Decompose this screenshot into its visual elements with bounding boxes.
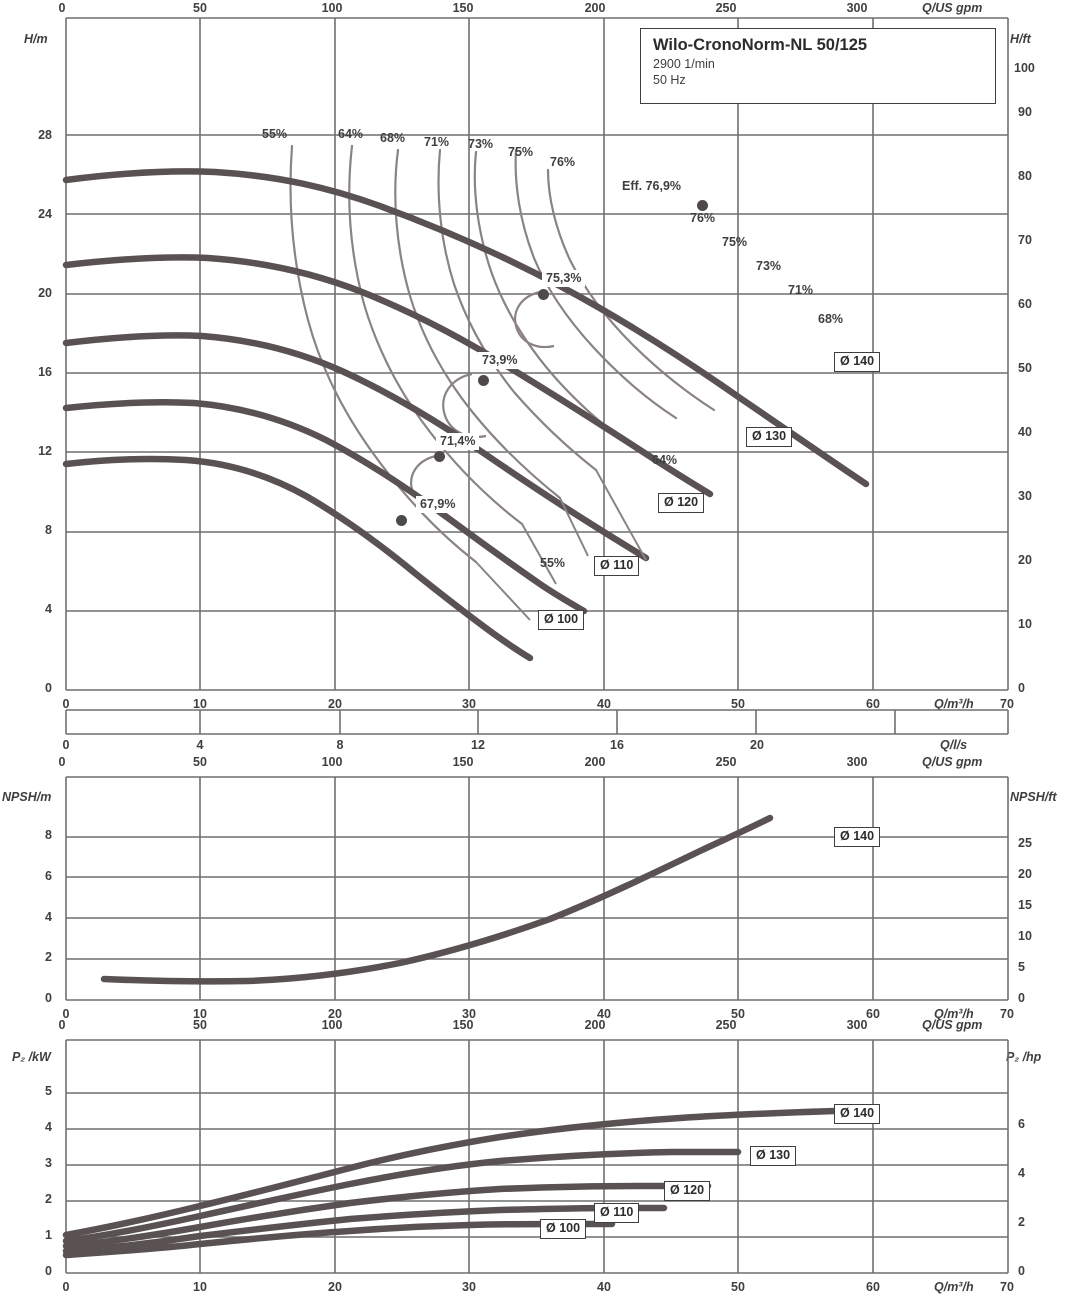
power-tick-m3h-60: 60 [866, 1280, 880, 1294]
tick-gpm-0: 0 [58, 1, 66, 15]
tick-gpm-150: 150 [452, 1, 474, 15]
tick-head-ft-40: 40 [1018, 425, 1032, 439]
axis-label-flow-m3h-top-panel: Q/m³/h [934, 697, 974, 711]
power-tick-m3h-50: 50 [731, 1280, 745, 1294]
pump-model-title: Wilo-CronoNorm-NL 50/125 [653, 36, 868, 54]
npsh-tick-gpm-300: 300 [846, 755, 868, 769]
eff-label-64-right: 64% [652, 453, 678, 467]
tick-head-ft-20: 20 [1018, 553, 1032, 567]
tick-head-m-28: 28 [38, 128, 52, 142]
npsh-tick-m3h-0: 0 [62, 1007, 70, 1021]
npsh-tick-gpm-250: 250 [715, 755, 737, 769]
power-impeller-label-120: Ø 120 [664, 1181, 710, 1201]
axis-label-npsh-left: NPSH/m [2, 790, 52, 804]
tick-head-m-20: 20 [38, 286, 52, 300]
tick-head-m-8: 8 [45, 523, 52, 537]
npsh-tick-m3h-40: 40 [597, 1007, 611, 1021]
tick-head-ft-70: 70 [1018, 233, 1032, 247]
npsh-tick-m-8: 8 [45, 828, 52, 842]
power-tick-kw-2: 2 [45, 1192, 52, 1206]
tick-head-ft-50: 50 [1018, 361, 1032, 375]
npsh-tick-ft-15: 15 [1018, 898, 1032, 912]
npsh-tick-gpm-0: 0 [58, 755, 66, 769]
eff-label-76-right: 76% [690, 211, 716, 225]
npsh-tick-ft-10: 10 [1018, 929, 1032, 943]
tick-m3h-70: 70 [1000, 697, 1014, 711]
eff-label-75-left: 75% [508, 145, 534, 159]
power-tick-gpm-150: 150 [452, 1018, 474, 1032]
tick-head-ft-0: 0 [1018, 681, 1025, 695]
tick-head-m-4: 4 [45, 602, 52, 616]
impeller-label-130: Ø 130 [746, 427, 792, 447]
tick-ls-12: 12 [471, 738, 485, 752]
tick-gpm-50: 50 [193, 1, 207, 15]
power-tick-hp-6: 6 [1018, 1117, 1025, 1131]
npsh-chart-panel [0, 755, 1065, 1025]
npsh-tick-ft-20: 20 [1018, 867, 1032, 881]
power-tick-m3h-0: 0 [62, 1280, 70, 1294]
axis-label-flow-top-npsh: Q/US gpm [922, 755, 983, 769]
tick-ls-8: 8 [336, 738, 344, 752]
axis-label-flow-top-power: Q/US gpm [922, 1018, 983, 1032]
tick-m3h-0: 0 [62, 697, 70, 711]
power-tick-m3h-10: 10 [193, 1280, 207, 1294]
npsh-impeller-label-140: Ø 140 [834, 827, 880, 847]
power-tick-m3h-40: 40 [597, 1280, 611, 1294]
power-tick-kw-5: 5 [45, 1084, 52, 1098]
tick-m3h-10: 10 [193, 697, 207, 711]
eff-label-73-right: 73% [756, 259, 782, 273]
eff-label-68-right: 68% [818, 312, 844, 326]
operating-point-dot-130 [538, 289, 549, 300]
eff-label-76-left: 76% [550, 155, 576, 169]
npsh-tick-m-0: 0 [45, 991, 52, 1005]
impeller-label-140: Ø 140 [834, 352, 880, 372]
npsh-tick-gpm-150: 150 [452, 755, 474, 769]
pump-frequency: 50 Hz [653, 73, 686, 87]
operating-point-label-120: 73,9% [478, 352, 521, 369]
power-tick-gpm-0: 0 [58, 1018, 66, 1032]
npsh-tick-m3h-50: 50 [731, 1007, 745, 1021]
power-chart-panel [0, 1018, 1065, 1294]
eff-label-68-left: 68% [380, 131, 406, 145]
power-tick-kw-3: 3 [45, 1156, 52, 1170]
eff-label-55-right: 55% [540, 556, 566, 570]
npsh-tick-ft-0: 0 [1018, 991, 1025, 1005]
power-impeller-label-100: Ø 100 [540, 1219, 586, 1239]
eff-label-71-left: 71% [424, 135, 450, 149]
operating-point-label-130: 75,3% [542, 270, 585, 287]
tick-m3h-50: 50 [731, 697, 745, 711]
npsh-tick-m3h-30: 30 [462, 1007, 476, 1021]
axis-label-head-left: H/m [24, 32, 48, 46]
operating-point-dot-140 [697, 200, 708, 211]
power-tick-kw-4: 4 [45, 1120, 52, 1134]
power-tick-m3h-20: 20 [328, 1280, 342, 1294]
axis-label-flow-top: Q/US gpm [922, 1, 983, 15]
tick-head-ft-90: 90 [1018, 105, 1032, 119]
power-tick-kw-1: 1 [45, 1228, 52, 1242]
npsh-tick-gpm-100: 100 [321, 755, 343, 769]
power-impeller-label-130: Ø 130 [750, 1146, 796, 1166]
operating-point-dot-110 [434, 451, 445, 462]
power-tick-hp-2: 2 [1018, 1215, 1025, 1229]
npsh-tick-m3h-10: 10 [193, 1007, 207, 1021]
tick-gpm-250: 250 [715, 1, 737, 15]
npsh-tick-gpm-50: 50 [193, 755, 207, 769]
tick-ls-0: 0 [62, 738, 70, 752]
tick-ls-4: 4 [196, 738, 204, 752]
eff-label-73-left: 73% [468, 137, 494, 151]
tick-head-ft-60: 60 [1018, 297, 1032, 311]
power-tick-gpm-250: 250 [715, 1018, 737, 1032]
power-tick-gpm-100: 100 [321, 1018, 343, 1032]
power-impeller-label-140: Ø 140 [834, 1104, 880, 1124]
tick-head-m-12: 12 [38, 444, 52, 458]
power-tick-kw-0: 0 [45, 1264, 52, 1278]
power-tick-m3h-70: 70 [1000, 1280, 1014, 1294]
tick-m3h-60: 60 [866, 697, 880, 711]
operating-point-label-110: 71,4% [436, 433, 479, 450]
tick-head-m-24: 24 [38, 207, 52, 221]
chart-title-box [640, 28, 996, 104]
axis-label-flow-m3h-power: Q/m³/h [934, 1280, 974, 1294]
power-tick-gpm-50: 50 [193, 1018, 207, 1032]
axis-label-npsh-right: NPSH/ft [1010, 790, 1057, 804]
tick-head-m-0: 0 [45, 681, 52, 695]
npsh-tick-m3h-20: 20 [328, 1007, 342, 1021]
impeller-label-100: Ø 100 [538, 610, 584, 630]
axis-label-head-right: H/ft [1010, 32, 1031, 46]
power-tick-hp-4: 4 [1018, 1166, 1025, 1180]
eff-label-71-right: 71% [788, 283, 814, 297]
npsh-tick-m-4: 4 [45, 910, 52, 924]
tick-head-ft-100: 100 [1014, 61, 1035, 75]
impeller-label-120: Ø 120 [658, 493, 704, 513]
impeller-label-110: Ø 110 [594, 556, 639, 576]
npsh-tick-gpm-200: 200 [584, 755, 606, 769]
tick-head-ft-80: 80 [1018, 169, 1032, 183]
tick-ls-16: 16 [610, 738, 624, 752]
tick-m3h-30: 30 [462, 697, 476, 711]
npsh-tick-ft-5: 5 [1018, 960, 1025, 974]
tick-gpm-200: 200 [584, 1, 606, 15]
axis-label-power-left: P₂ /kW [12, 1050, 51, 1064]
operating-point-label-140: Eff. 76,9% [618, 178, 685, 195]
npsh-tick-ft-25: 25 [1018, 836, 1032, 850]
pump-speed: 2900 1/min [653, 57, 715, 71]
tick-head-ft-10: 10 [1018, 617, 1032, 631]
operating-point-dot-120 [478, 375, 489, 386]
operating-point-label-100: 67,9% [416, 496, 459, 513]
axis-label-flow-ls: Q/l/s [940, 738, 968, 752]
power-tick-hp-0: 0 [1018, 1264, 1025, 1278]
axis-label-flow-m3h-npsh: Q/m³/h [934, 1007, 974, 1021]
tick-head-m-16: 16 [38, 365, 52, 379]
power-tick-gpm-300: 300 [846, 1018, 868, 1032]
power-tick-gpm-200: 200 [584, 1018, 606, 1032]
npsh-tick-m3h-70: 70 [1000, 1007, 1014, 1021]
power-impeller-label-110: Ø 110 [594, 1203, 639, 1223]
axis-label-power-right: P₂ /hp [1006, 1050, 1042, 1064]
tick-m3h-40: 40 [597, 697, 611, 711]
npsh-tick-m3h-60: 60 [866, 1007, 880, 1021]
power-tick-m3h-30: 30 [462, 1280, 476, 1294]
eff-label-75-right: 75% [722, 235, 748, 249]
tick-m3h-20: 20 [328, 697, 342, 711]
tick-head-ft-30: 30 [1018, 489, 1032, 503]
npsh-chart-svg [0, 755, 1065, 1025]
npsh-tick-m-2: 2 [45, 950, 52, 964]
tick-gpm-100: 100 [321, 1, 343, 15]
power-chart-svg [0, 1018, 1065, 1280]
eff-label-64-left: 64% [338, 127, 364, 141]
npsh-tick-m-6: 6 [45, 869, 52, 883]
tick-gpm-300: 300 [846, 1, 868, 15]
eff-label-55-left: 55% [262, 127, 288, 141]
operating-point-dot-100 [396, 515, 407, 526]
tick-ls-20: 20 [750, 738, 764, 752]
